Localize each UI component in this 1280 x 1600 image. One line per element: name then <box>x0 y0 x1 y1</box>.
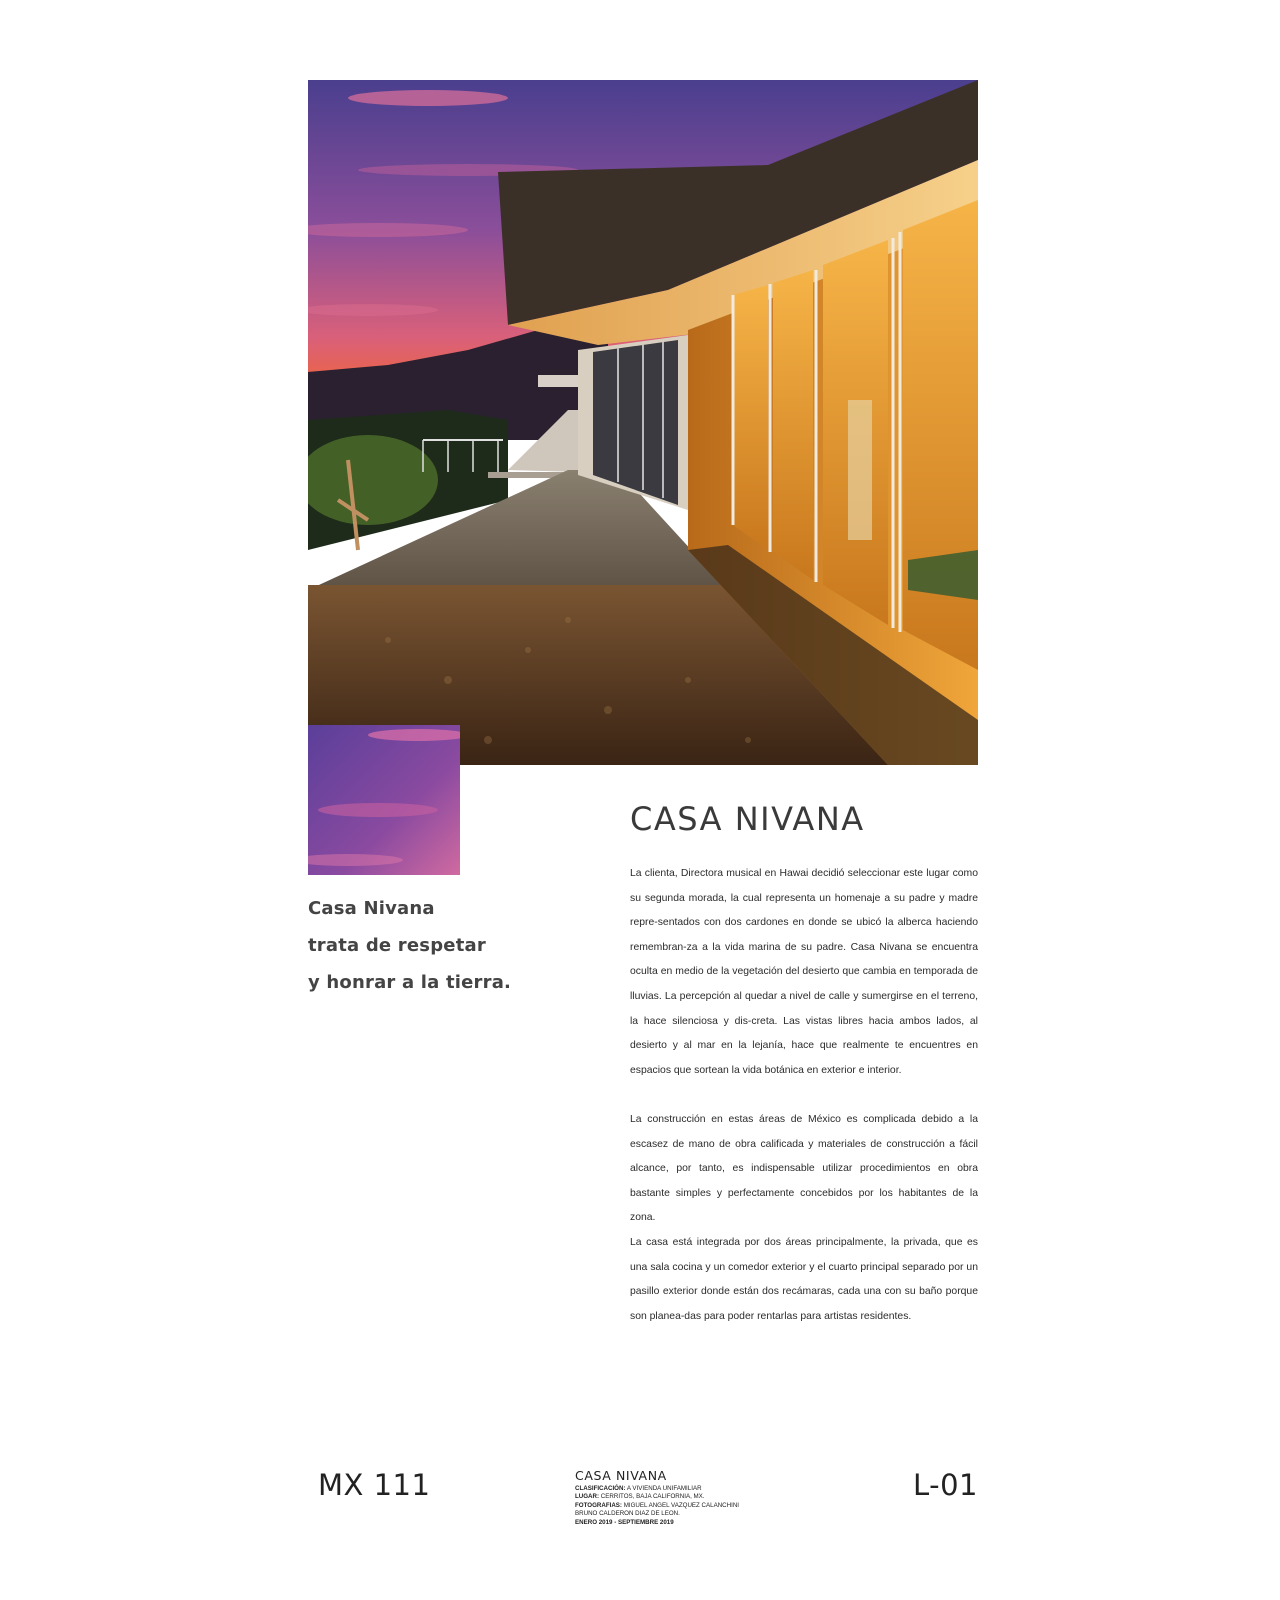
body-paragraph: La clienta, Directora musical en Hawai decidió seleccionar este lugar como su segunda morada, la cual representa un homenaje a su padre y madre repre-sentados con dos cardones en donde se ubicó la alberca haciendo remembran-za a la vida marina de su padre. Casa Nivana se encuentra oculta en medio de la vegetación del desierto que cambia en temporada de lluvias. La percepción al quedar a nivel de calle y sumergirse en el terreno, la hace silenciosa y dis-creta. Las vistas libres hacia ambos lados, al desierto y al mar en la lejanía, hace que realmente te encuentres en espacios que sortean la vida botánica en exterior e interior. <box>630 868 978 1076</box>
credit-lugar: LUGAR: CERRITOS, BAJA CALIFORNIA, MX. <box>575 1493 705 1501</box>
quote-line: y honrar a la tierra. <box>308 972 512 993</box>
credit-clasificacion: CLASIFICACIÓN: A VIVIENDA UNIFAMILIAR <box>575 1485 702 1492</box>
sky-swatch <box>308 725 460 875</box>
credit-fotografias: FOTOGRAFIAS: MIGUEL ANGEL VAZQUEZ CALANCHINI <box>575 1501 740 1509</box>
project-credits <box>575 1468 739 1527</box>
quote-line: Casa Nivana <box>308 898 435 919</box>
credit-fotografias-2: BRUNO CALDERON DIAZ DE LEON. <box>575 1510 680 1518</box>
credit-dates: ENERO 2019 - SEPTIEMBRE 2019 <box>575 1518 674 1526</box>
pull-quote <box>308 890 568 1001</box>
body-text <box>630 862 978 1329</box>
body-paragraph: La casa está integrada por dos áreas principalmente, la privada, que es una sala cocina y un comedor exterior y el cuarto principal separado por un pasillo exterior donde están dos recámaras, cada una con su baño porque son planea-das para poder rentarlas para artistas residentes. <box>630 1236 978 1322</box>
page-title: CASA NIVANA <box>630 800 865 838</box>
body-paragraph: La construcción en estas áreas de México es complicada debido a la escasez de mano de obra calificada y materiales de construcción a fácil alcance, por tanto, es indispensable utilizar procedimientos en obra bastante simples y perfectamente concebidos por los habitantes de la zona. <box>630 1113 978 1224</box>
quote-line: trata de respetar <box>308 935 486 956</box>
credits-title: CASA NIVANA <box>575 1468 667 1483</box>
main-photo <box>308 80 978 765</box>
sheet-number: L-01 <box>913 1468 979 1502</box>
project-code: MX 111 <box>318 1468 431 1502</box>
